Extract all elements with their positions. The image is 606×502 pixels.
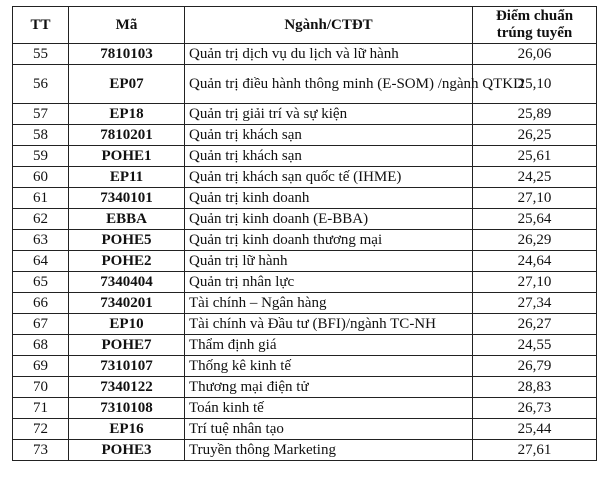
row-score: 27,61 [473, 440, 597, 461]
row-score: 25,89 [473, 104, 597, 125]
row-major: Quản trị kinh doanh [185, 188, 473, 209]
header-tt: TT [13, 7, 69, 44]
row-code: EP18 [69, 104, 185, 125]
header-code: Mã [69, 7, 185, 44]
row-score: 27,10 [473, 272, 597, 293]
row-score: 27,10 [473, 188, 597, 209]
row-score: 28,83 [473, 377, 597, 398]
table-row [13, 230, 597, 251]
row-tt: 68 [13, 335, 69, 356]
row-score: 24,64 [473, 251, 597, 272]
row-major: Tài chính và Đầu tư (BFI)/ngành TC-NH [185, 314, 473, 335]
row-code: EP07 [69, 65, 185, 104]
table-row [13, 209, 597, 230]
row-tt: 67 [13, 314, 69, 335]
row-code: POHE5 [69, 230, 185, 251]
table-row [13, 377, 597, 398]
table-row [13, 314, 597, 335]
row-score: 25,61 [473, 146, 597, 167]
row-tt: 55 [13, 44, 69, 65]
header-score-line1: Điểm chuẩn [495, 8, 574, 24]
row-tt: 64 [13, 251, 69, 272]
row-tt: 72 [13, 419, 69, 440]
row-major: Quản trị nhân lực [185, 272, 473, 293]
table-row [13, 44, 597, 65]
table-row [13, 125, 597, 146]
row-major: Quản trị khách sạn [185, 125, 473, 146]
table-row [13, 104, 597, 125]
admission-scores-table [12, 6, 597, 461]
row-score: 24,55 [473, 335, 597, 356]
table-row [13, 272, 597, 293]
table-row [13, 419, 597, 440]
header-major: Ngành/CTĐT [185, 7, 473, 44]
row-code: EP10 [69, 314, 185, 335]
row-tt: 63 [13, 230, 69, 251]
row-tt: 61 [13, 188, 69, 209]
row-score: 26,25 [473, 125, 597, 146]
row-score: 25,10 [473, 65, 597, 104]
row-major: Quản trị khách sạn [185, 146, 473, 167]
row-score: 24,25 [473, 167, 597, 188]
table-header [13, 7, 597, 44]
row-tt: 59 [13, 146, 69, 167]
table-row [13, 188, 597, 209]
row-code: POHE3 [69, 440, 185, 461]
table-row [13, 356, 597, 377]
row-major: Thương mại điện tử [185, 377, 473, 398]
row-score: 26,29 [473, 230, 597, 251]
row-major: Quản trị điều hành thông minh (E-SOM) /ngành QTKD [185, 65, 473, 104]
row-tt: 62 [13, 209, 69, 230]
header-score [473, 7, 597, 44]
row-code: EBBA [69, 209, 185, 230]
row-score: 26,27 [473, 314, 597, 335]
row-tt: 66 [13, 293, 69, 314]
row-code: 7810103 [69, 44, 185, 65]
row-code: POHE2 [69, 251, 185, 272]
row-code: 7340101 [69, 188, 185, 209]
header-score-line2: trúng tuyển [496, 25, 573, 41]
row-major: Truyền thông Marketing [185, 440, 473, 461]
row-major: Quản trị kinh doanh thương mại [185, 230, 473, 251]
row-major: Quản trị dịch vụ du lịch và lữ hành [185, 44, 473, 65]
row-code: EP16 [69, 419, 185, 440]
row-score: 26,73 [473, 398, 597, 419]
row-code: 7310107 [69, 356, 185, 377]
table-row [13, 146, 597, 167]
row-major: Trí tuệ nhân tạo [185, 419, 473, 440]
row-code: 7310108 [69, 398, 185, 419]
row-major: Quản trị giải trí và sự kiện [185, 104, 473, 125]
row-tt: 60 [13, 167, 69, 188]
table-row [13, 335, 597, 356]
row-score: 27,34 [473, 293, 597, 314]
row-score: 25,64 [473, 209, 597, 230]
table-row [13, 398, 597, 419]
row-code: POHE7 [69, 335, 185, 356]
table-row [13, 251, 597, 272]
row-tt: 69 [13, 356, 69, 377]
row-score: 26,06 [473, 44, 597, 65]
row-tt: 70 [13, 377, 69, 398]
row-tt: 57 [13, 104, 69, 125]
row-major: Thẩm định giá [185, 335, 473, 356]
row-score: 26,79 [473, 356, 597, 377]
row-major: Tài chính – Ngân hàng [185, 293, 473, 314]
row-major: Quản trị lữ hành [185, 251, 473, 272]
row-tt: 58 [13, 125, 69, 146]
row-code: EP11 [69, 167, 185, 188]
row-tt: 71 [13, 398, 69, 419]
row-major: Quản trị kinh doanh (E-BBA) [185, 209, 473, 230]
row-major: Quản trị khách sạn quốc tế (IHME) [185, 167, 473, 188]
row-tt: 65 [13, 272, 69, 293]
header-row [13, 7, 597, 44]
row-tt: 73 [13, 440, 69, 461]
row-code: 7340122 [69, 377, 185, 398]
row-major: Toán kinh tế [185, 398, 473, 419]
row-code: 7340404 [69, 272, 185, 293]
row-code: 7810201 [69, 125, 185, 146]
table-row [13, 440, 597, 461]
table-body [13, 44, 597, 461]
row-code: 7340201 [69, 293, 185, 314]
row-score: 25,44 [473, 419, 597, 440]
table-row [13, 167, 597, 188]
row-tt: 56 [13, 65, 69, 104]
table-row [13, 65, 597, 104]
row-code: POHE1 [69, 146, 185, 167]
row-major: Thống kê kinh tế [185, 356, 473, 377]
table-row [13, 293, 597, 314]
